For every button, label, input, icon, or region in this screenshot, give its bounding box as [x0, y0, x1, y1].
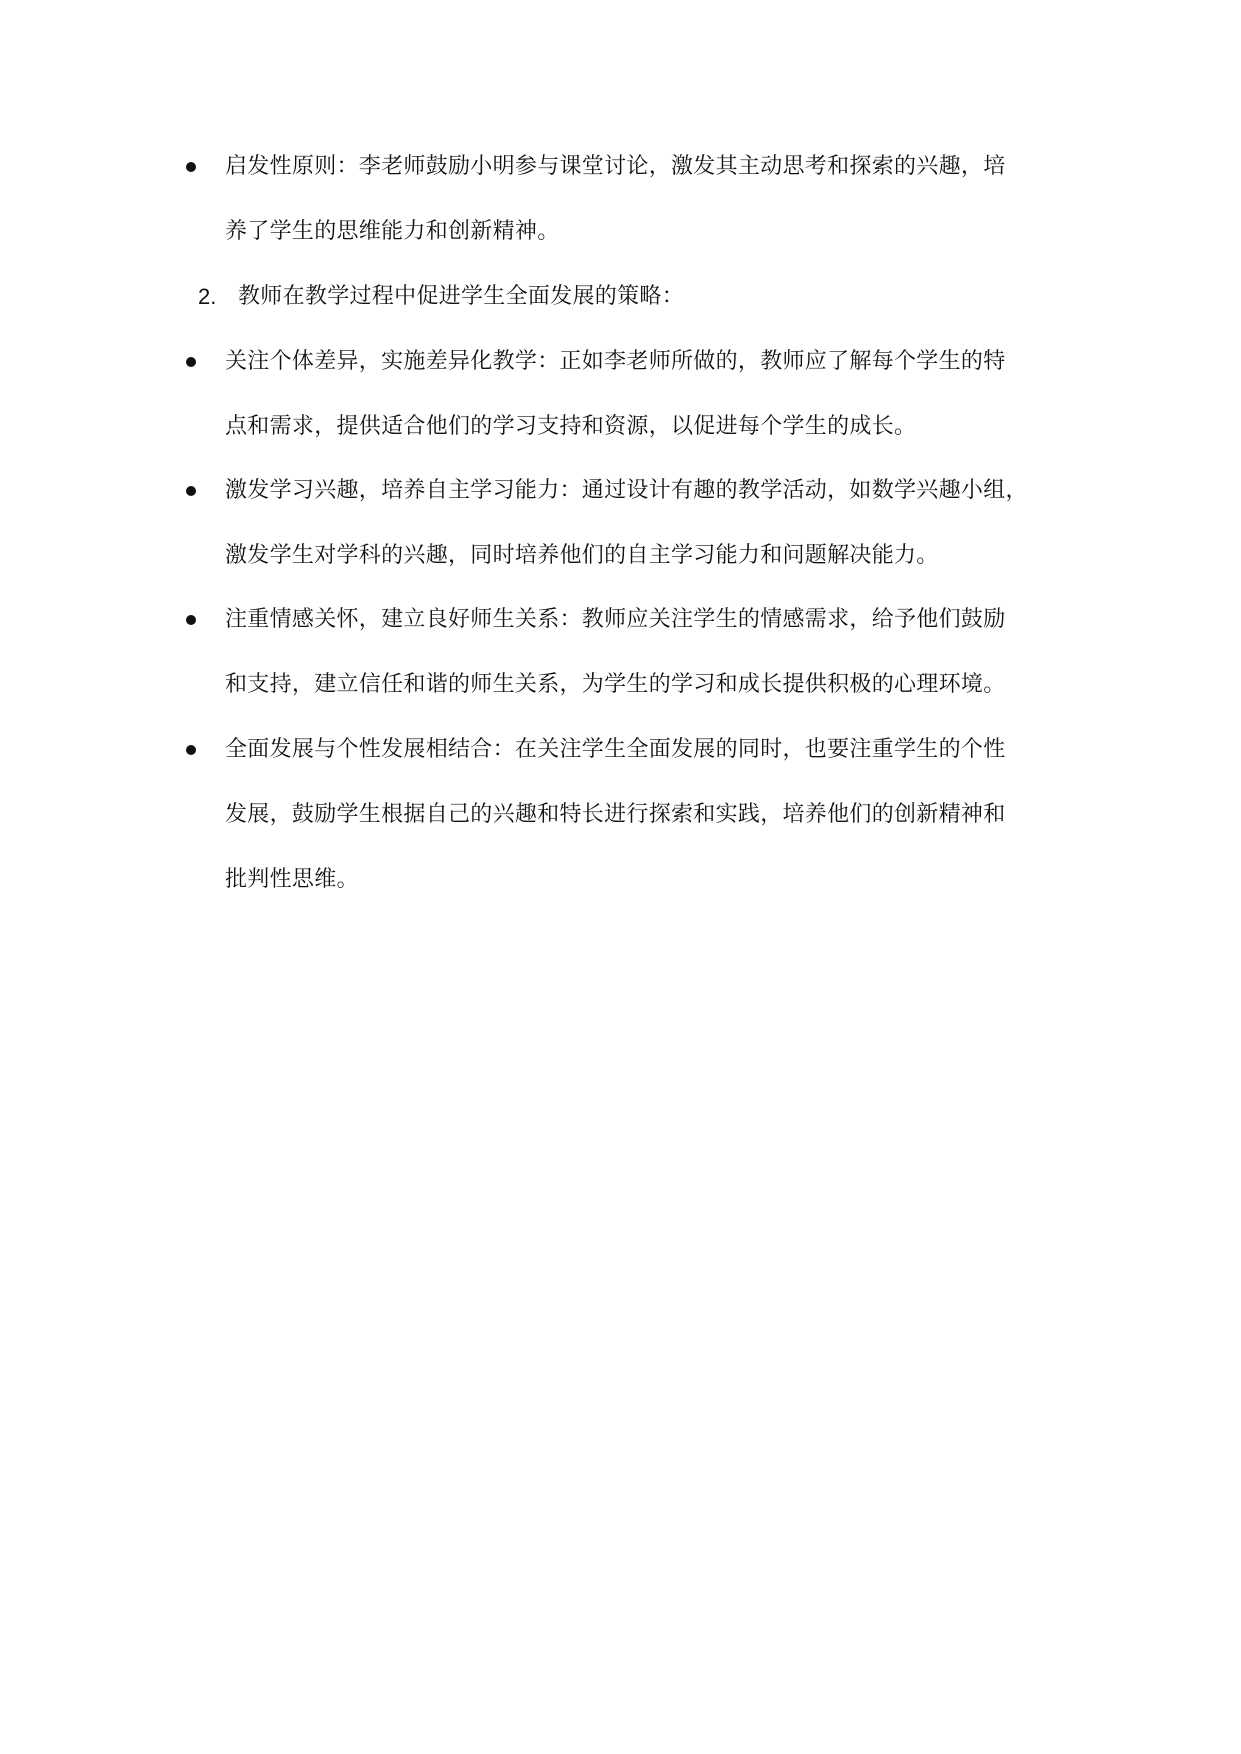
- list-number: 2.: [198, 284, 217, 309]
- paragraph-line: 发展，鼓励学生根据自己的兴趣和特长进行探索和实践，培养他们的创新精神和: [225, 802, 1006, 827]
- paragraph-line: 批判性思维。: [225, 867, 359, 892]
- paragraph-line: 关注个体差异，实施差异化教学：正如李老师所做的，教师应了解每个学生的特: [225, 349, 1006, 374]
- paragraph-line: 启发性原则：李老师鼓励小明参与课堂讨论，激发其主动思考和探索的兴趣，培: [225, 154, 1006, 179]
- paragraph-line: 养了学生的思维能力和创新精神。: [225, 219, 560, 244]
- bullet-dot: [186, 745, 196, 755]
- bullet-dot: [186, 486, 196, 496]
- section-heading: 教师在教学过程中促进学生全面发展的策略：: [238, 284, 685, 309]
- paragraph-line: 激发学生对学科的兴趣，同时培养他们的自主学习能力和问题解决能力。: [225, 543, 939, 568]
- paragraph-line: 和支持，建立信任和谐的师生关系，为学生的学习和成长提供积极的心理环境。: [225, 672, 1006, 697]
- bullet-dot: [186, 162, 196, 172]
- bullet-dot: [186, 615, 196, 625]
- paragraph-line: 全面发展与个性发展相结合：在关注学生全面发展的同时，也要注重学生的个性: [225, 737, 1006, 762]
- paragraph-line: 点和需求，提供适合他们的学习支持和资源，以促进每个学生的成长。: [225, 414, 917, 439]
- paragraph-line: 注重情感关怀，建立良好师生关系：教师应关注学生的情感需求，给予他们鼓励: [225, 607, 1006, 632]
- bullet-dot: [186, 357, 196, 367]
- paragraph-line: 激发学习兴趣，培养自主学习能力：通过设计有趣的教学活动，如数学兴趣小组，: [225, 478, 1028, 503]
